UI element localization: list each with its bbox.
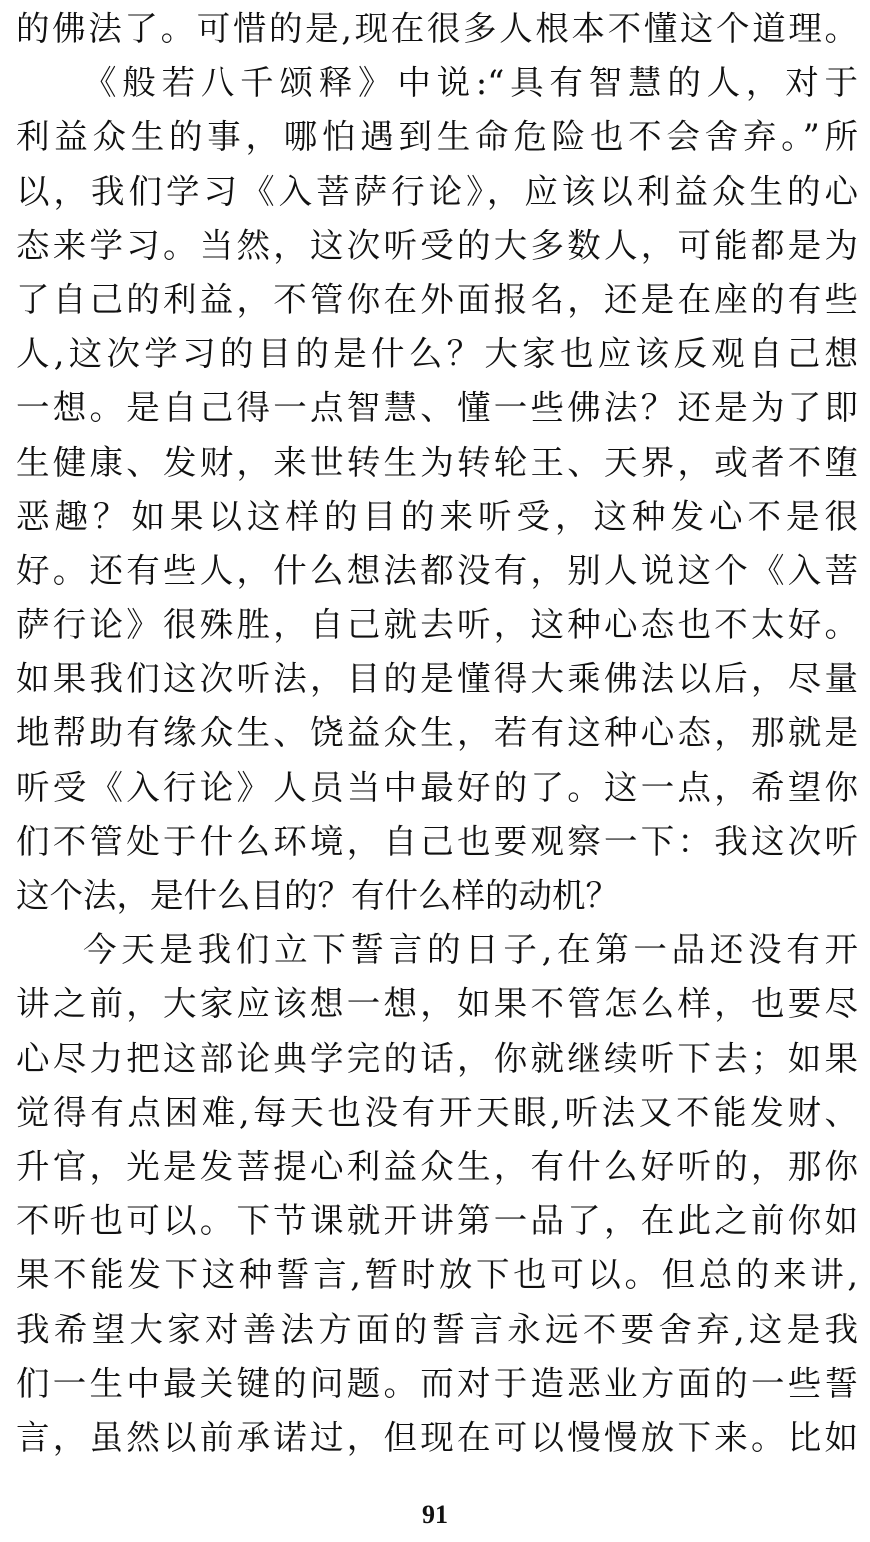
text-line: 心尽力把这部论典学完的话，你就继续听下去；如果 — [16, 1038, 858, 1078]
text-line: 们不管处于什么环境，自己也要观察一下：我这次听 — [16, 821, 858, 861]
text-line: 好。还有些人，什么想法都没有，别人说这个《入菩 — [16, 550, 858, 590]
text-line: 利益众生的事，哪怕遇到生命危险也不会舍弃。”所 — [16, 117, 858, 157]
paragraph-first-line: 今天是我们立下誓言的日子,在第一品还没有开 — [83, 930, 858, 970]
text-line: 听受《入行论》人员当中最好的了。这一点，希望你 — [16, 767, 858, 807]
text-line: 言，虽然以前承诺过，但现在可以慢慢放下来。比如 — [16, 1417, 858, 1457]
text-line: 的佛法了。可惜的是,现在很多人根本不懂这个道理。 — [16, 9, 858, 48]
text-line: 果不能发下这种誓言,暂时放下也可以。但总的来讲, — [16, 1255, 858, 1295]
text-line: 我希望大家对善法方面的誓言永远不要舍弃,这是我 — [16, 1309, 858, 1349]
text-line: 生健康、发财，来世转生为转轮王、天界，或者不堕 — [16, 442, 858, 482]
paragraph-first-line: 《般若八千颂释》中说:“具有智慧的人，对于 — [83, 63, 858, 103]
text-line: 以，我们学习《入菩萨行论》，应该以利益众生的心 — [16, 171, 858, 211]
text-line: 升官，光是发菩提心利益众生，有什么好听的，那你 — [16, 1146, 858, 1186]
text-line: 如果我们这次听法，目的是懂得大乘佛法以后，尽量 — [16, 659, 858, 699]
paragraph-last-line: 这个法，是什么目的？有什么样的动机？ — [16, 876, 619, 915]
text-line: 一想。是自己得一点智慧、懂一些佛法？还是为了即 — [16, 388, 858, 428]
text-line: 萨行论》很殊胜，自己就去听，这种心态也不太好。 — [16, 605, 858, 645]
text-line: 恶趣？如果以这样的目的来听受，这种发心不是很 — [16, 496, 858, 536]
body-text — [16, 2, 858, 1465]
text-line: 不听也可以。下节课就开讲第一品了，在此之前你如 — [16, 1201, 858, 1241]
text-line: 们一生中最关键的问题。而对于造恶业方面的一些誓 — [16, 1363, 858, 1403]
text-line: 了自己的利益，不管你在外面报名，还是在座的有些 — [16, 279, 858, 319]
text-line: 态来学习。当然，这次听受的大多数人，可能都是为 — [16, 225, 858, 265]
text-line: 觉得有点困难,每天也没有开天眼,听法又不能发财、 — [16, 1092, 858, 1132]
text-line: 人,这次学习的目的是什么？大家也应该反观自己想 — [16, 334, 858, 374]
text-line: 讲之前，大家应该想一想，如果不管怎么样，也要尽 — [16, 984, 858, 1024]
page-number: 91 — [422, 1500, 448, 1529]
text-line: 地帮助有缘众生、饶益众生，若有这种心态，那就是 — [16, 713, 858, 753]
